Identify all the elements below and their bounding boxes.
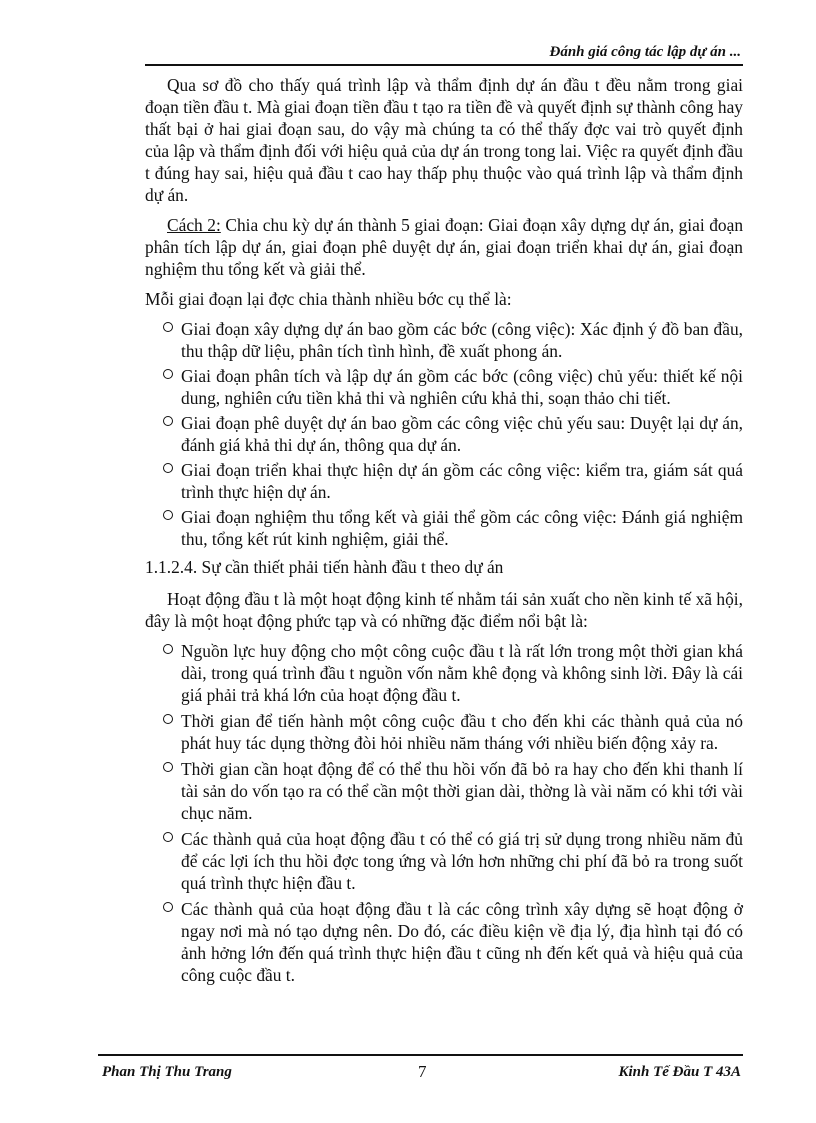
cach-2-text: Chia chu kỳ dự án thành 5 giai đoạn: Giai đoạn xây dựng dự án, giai đoạn phân tích lập dự án, giai đoạn phê duyệt dự án, giai đoạn triển khai dự án, giai đoạn nghiệm thu tổng kết và giải thể. <box>145 215 744 279</box>
circle-bullet-icon <box>163 902 173 912</box>
list-item-text: Nguồn lực huy động cho một công cuộc đầu t là rất lớn trong một thời gian khá dài, trong quá trình đầu t nguồn vốn nằm khê đọng và không sinh lời. Đây là cái giá phải trả khá lớn của hoạt động đầu t. <box>181 641 743 705</box>
list-item <box>145 710 743 754</box>
list-item <box>145 506 743 550</box>
section-heading: 1.1.2.4. Sự cần thiết phải tiến hành đầu t theo dự án <box>145 557 504 577</box>
list-item-text: Giai đoạn nghiệm thu tổng kết và giải thể gồm các công việc: Đánh giá nghiệm thu, tổng kết rút kinh nghiệm, giải thể. <box>181 507 743 549</box>
list-item <box>145 412 743 456</box>
circle-bullet-icon <box>163 762 173 772</box>
footer-class: Kinh Tế Đầu T 43A <box>618 1064 741 1080</box>
page-body <box>145 74 743 992</box>
footer-author: Phan Thị Thu Trang <box>102 1064 232 1080</box>
page-number: 7 <box>418 1062 427 1081</box>
list-item <box>145 640 743 706</box>
paragraph-investment: Hoạt động đầu t là một hoạt động kinh tế nhằm tái sản xuất cho nền kinh tế xã hội, đây là một hoạt động phức tạp và có những đặc điểm nổi bật là: <box>145 589 743 631</box>
header-title: Đánh giá công tác lập dự án ... <box>549 44 741 60</box>
list-item-text: Các thành quả của hoạt động đầu t có thể có giá trị sử dụng trong nhiều năm đủ để các lợi ích thu hồi đợc tong ứng và lớn hơn những chi phí đã bỏ ra trong suốt quá trình thực hiện đầu t. <box>181 829 743 893</box>
paragraph-stages-intro: Mỗi giai đoạn lại đợc chia thành nhiều bớc cụ thể là: <box>145 289 512 309</box>
circle-bullet-icon <box>163 832 173 842</box>
circle-bullet-icon <box>163 714 173 724</box>
list-item <box>145 365 743 409</box>
circle-bullet-icon <box>163 322 173 332</box>
stages-list <box>145 318 743 550</box>
circle-bullet-icon <box>163 369 173 379</box>
list-item <box>145 828 743 894</box>
list-item <box>145 459 743 503</box>
paragraph-cach-2 <box>145 214 743 280</box>
cach-2-label: Cách 2: <box>167 215 221 235</box>
list-item-text: Giai đoạn triển khai thực hiện dự án gồm các công việc: kiểm tra, giám sát quá trình thực hiện dự án. <box>181 460 743 502</box>
page-header <box>145 42 743 66</box>
page-footer <box>98 1054 743 1090</box>
list-item <box>145 318 743 362</box>
list-item-text: Thời gian cần hoạt động để có thể thu hồi vốn đã bỏ ra hay cho đến khi thanh lí tài sản do vốn tạo ra có thể cần một thời gian dài, thờng là vài năm có khi tới vài chục năm. <box>181 759 743 823</box>
circle-bullet-icon <box>163 644 173 654</box>
list-item <box>145 758 743 824</box>
list-item-text: Giai đoạn phân tích và lập dự án gồm các bớc (công việc) chủ yếu: thiết kế nội dung, nghiên cứu tiền khả thi và nghiên cứu khả thi, soạn thảo chi tiết. <box>181 366 743 408</box>
list-item-text: Các thành quả của hoạt động đầu t là các công trình xây dựng sẽ hoạt động ở ngay nơi mà nó tạo dựng nên. Do đó, các điều kiện về địa lý, địa hình tại đó có ảnh hởng lớn đến quá trình thực hiện đầu t cũng nh đến kết quả và hiệu quả của công cuộc đầu t. <box>181 899 743 985</box>
list-item-text: Thời gian để tiến hành một công cuộc đầu t cho đến khi các thành quả của nó phát huy tác dụng thờng đòi hỏi nhiều năm tháng với nhiều biến động xảy ra. <box>181 711 743 753</box>
paragraph-process: Qua sơ đồ cho thấy quá trình lập và thẩm định dự án đầu t đều nằm trong giai đoạn tiền đầu t. Mà giai đoạn tiền đầu t tạo ra tiền đề và quyết định sự thành công hay thất bại ở hai giai đoạn sau, do vậy mà chúng ta có thể thấy đợc vai trò quyết định của lập và thẩm định đối với hiệu quả của dự án trong tong lai. Việc ra quyết định đầu t đúng hay sai, hiệu quả đầu t cao hay thấp phụ thuộc vào quá trình lập và thẩm định dự án. <box>145 75 743 205</box>
list-item <box>145 898 743 986</box>
circle-bullet-icon <box>163 510 173 520</box>
list-item-text: Giai đoạn xây dựng dự án bao gồm các bớc (công việc): Xác định ý đồ ban đầu, thu thập dữ liệu, phân tích tình hình, đề xuất phong án. <box>181 319 743 361</box>
circle-bullet-icon <box>163 416 173 426</box>
list-item-text: Giai đoạn phê duyệt dự án bao gồm các công việc chủ yếu sau: Duyệt lại dự án, đánh giá khả thi dự án, thông qua dự án. <box>181 413 743 455</box>
circle-bullet-icon <box>163 463 173 473</box>
features-list <box>145 640 743 986</box>
